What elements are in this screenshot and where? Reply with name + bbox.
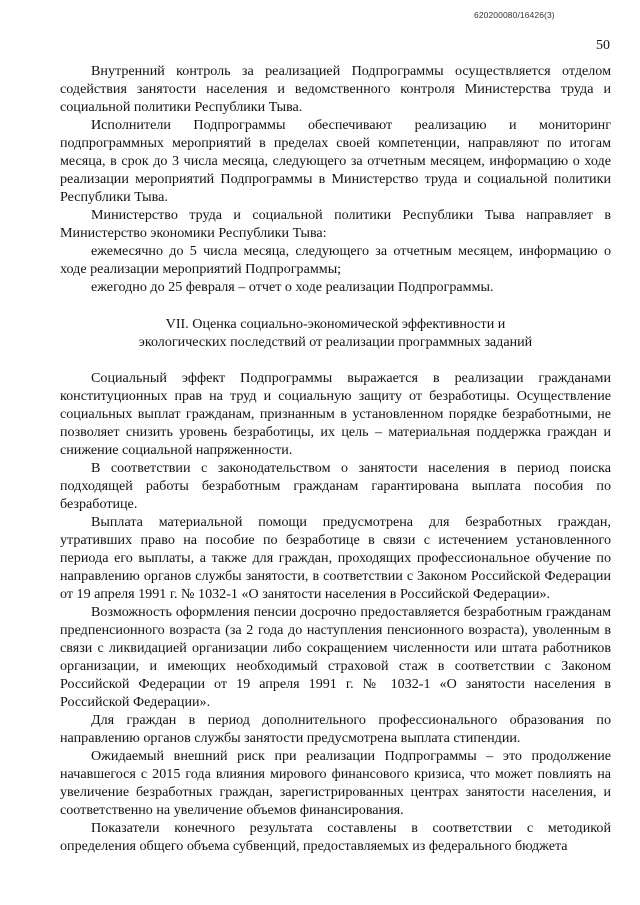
spacer xyxy=(60,351,611,369)
paragraph: Социальный эффект Подпрограммы выражается в реализации гражданами конституционных прав на труд и социальную защиту от безработицы. Осуществление социальных выплат гражданам, признанным в установленном порядке безработными, не позволяет снизить уровень безработицы, их цель – материальная поддержка граждан и снижение социальной напряженности. xyxy=(60,370,611,458)
paragraph: Ожидаемый внешний риск при реализации Подпрограммы – это продолжение начавшегося с 2015 года влияния мирового финансового кризиса, что может повлиять на увеличение безработных граждан, зарегистрированных центрах занятости населения, и соответственно на увеличение объемов финансирования. xyxy=(60,748,611,818)
page-number: 50 xyxy=(596,38,610,53)
paragraph: Внутренний контроль за реализацией Подпрограммы осуществляется отделом содействия занятости населения и ведомственного контроля Министерства труда и социальной политики Республики Тыва. xyxy=(60,63,611,115)
paragraph: Министерство труда и социальной политики Республики Тыва направляет в Министерство экономики Республики Тыва: xyxy=(60,207,611,241)
document-id: 620200080/16426(3) xyxy=(474,10,555,20)
paragraph: Возможность оформления пенсии досрочно предоставляется безработным гражданам предпенсионного возраста (за 2 года до наступления пенсионного возраста), уволенным в связи с ликвидацией организации либо сокращением численности или штата работников организации, и имеющих необходимый страховой стаж в соответствии с Законом Российской Федерации от 19 апреля 1991 г. № 1032-1 «О занятости населения в Российской Федерации». xyxy=(60,604,611,710)
spacer xyxy=(60,296,611,315)
section-heading-line1: VII. Оценка социально-экономической эффективности и xyxy=(165,316,506,332)
paragraph: Исполнители Подпрограммы обеспечивают реализацию и мониторинг подпрограммных мероприятий в пределах своей компетенции, направляют по итогам месяца, в срок до 3 числа месяца, следующего за отчетным месяцем, информацию о ходе реализации мероприятий Подпрограммы в Министерство труда и социальной политики Республики Тыва. xyxy=(60,117,611,205)
paragraph: Показатели конечного результата составлены в соответствии с методикой определения общего объема субвенций, предоставляемых из федерального бюджета xyxy=(60,820,611,854)
paragraph: Для граждан в период дополнительного профессионального образования по направлению органов службы занятости предусмотрена выплата стипендии. xyxy=(60,712,611,746)
paragraph: ежемесячно до 5 числа месяца, следующего за отчетным месяцем, информацию о ходе реализации мероприятий Подпрограммы; xyxy=(60,243,611,277)
section-heading-line2: экологических последствий от реализации программных заданий xyxy=(138,334,533,350)
paragraph: ежегодно до 25 февраля – отчет о ходе реализации Подпрограммы. xyxy=(91,279,494,295)
document-body xyxy=(60,62,611,855)
paragraph: В соответствии с законодательством о занятости населения в период поиска подходящей работы безработным гражданам гарантирована выплата пособия по безработице. xyxy=(60,460,611,512)
paragraph: Выплата материальной помощи предусмотрена для безработных граждан, утративших право на пособие по безработице в связи с истечением установленного периода его выплаты, а также для граждан, проходящих профессиональное обучение по направлению органов службы занятости, в соответствии с Законом Российской Федерации от 19 апреля 1991 г. № 1032-1 «О занятости населения в Российской Федерации». xyxy=(60,514,611,602)
